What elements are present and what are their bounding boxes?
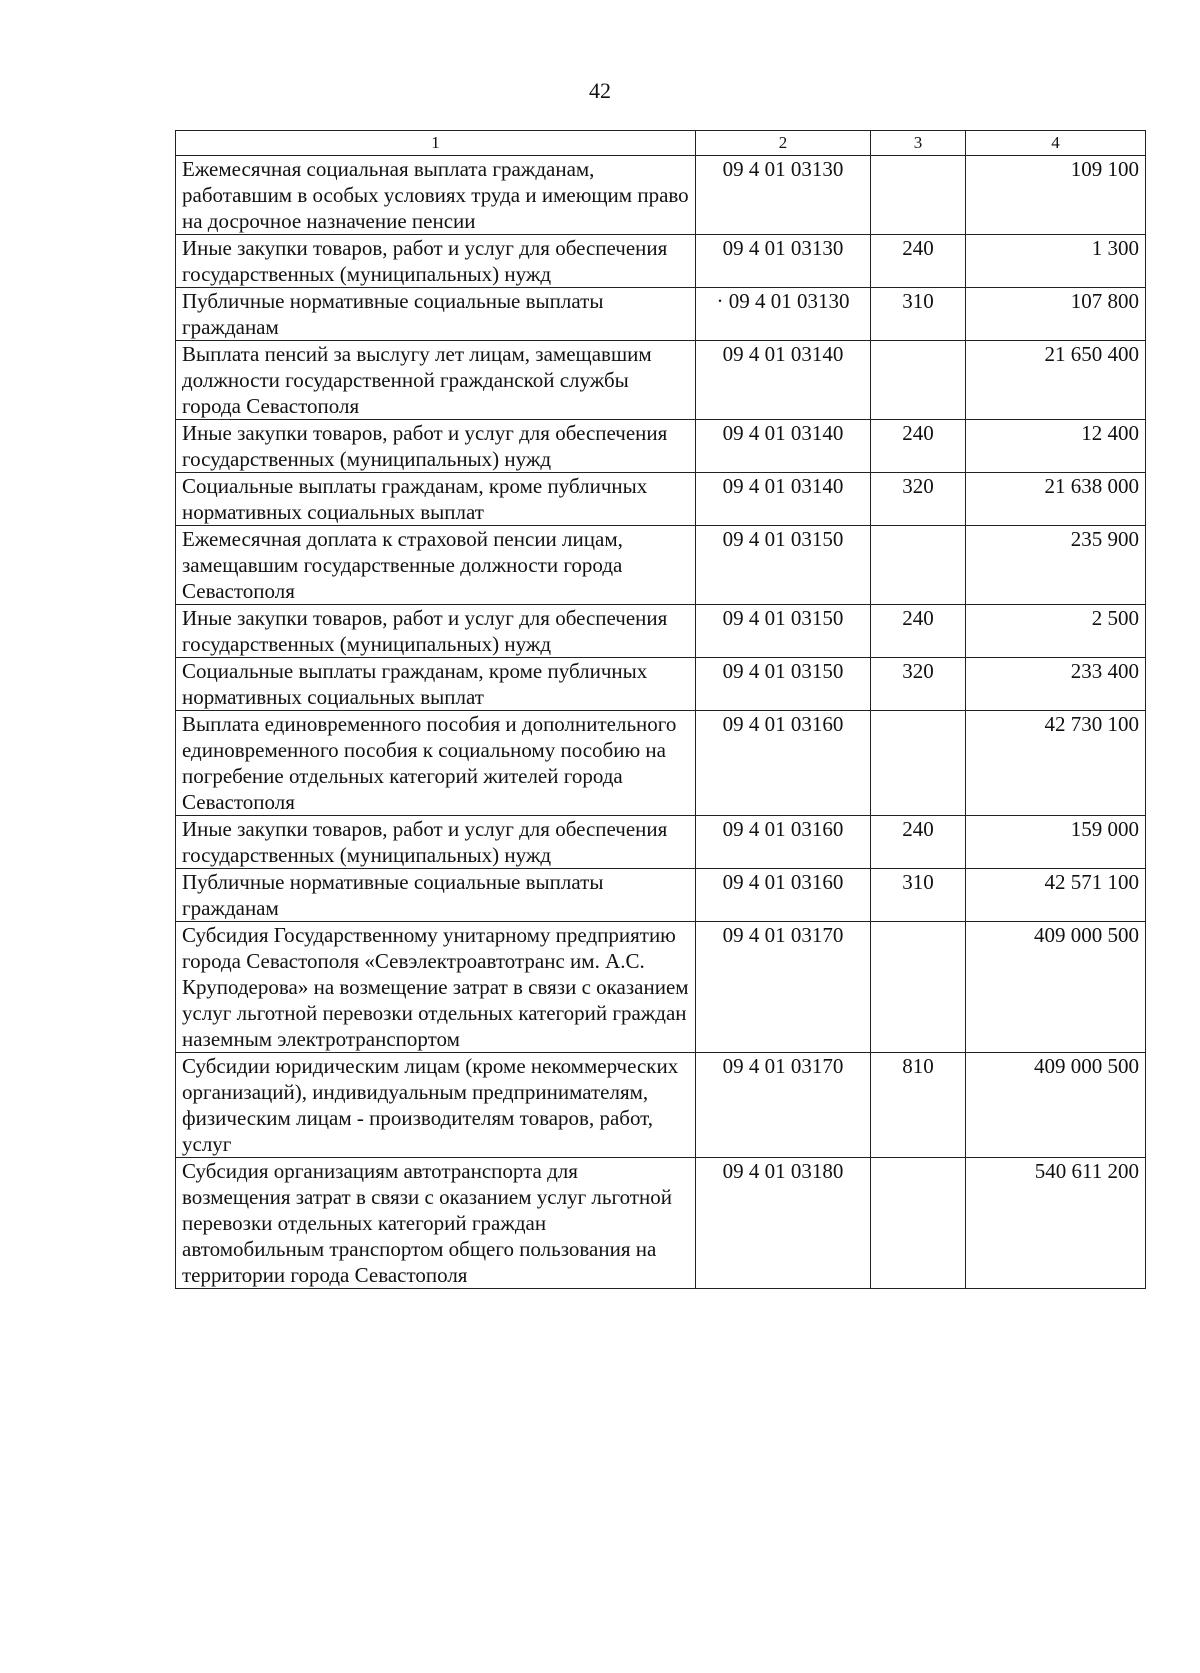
page-number: 42 bbox=[589, 78, 611, 103]
row-code-cell: 09 4 01 03160 bbox=[696, 711, 871, 816]
row-name-cell: Ежемесячная доплата к страховой пенсии лицам, замещавшим государственные должности города Севастополя bbox=[176, 526, 696, 605]
table-row bbox=[176, 473, 1146, 526]
table-header bbox=[176, 131, 1146, 156]
row-code-cell: 09 4 01 03150 bbox=[696, 526, 871, 605]
row-type-cell: 240 bbox=[871, 420, 966, 473]
row-type-cell: 240 bbox=[871, 235, 966, 288]
row-type-cell: 810 bbox=[871, 1053, 966, 1158]
row-name-cell: Выплата пенсий за выслугу лет лицам, замещавшим должности государственной гражданской службы города Севастополя bbox=[176, 341, 696, 420]
row-name-cell: Иные закупки товаров, работ и услуг для обеспечения государственных (муниципальных) нужд bbox=[176, 605, 696, 658]
table-row bbox=[176, 605, 1146, 658]
row-amount-cell: 21 638 000 bbox=[966, 473, 1146, 526]
table-row bbox=[176, 711, 1146, 816]
row-amount-cell: 1 300 bbox=[966, 235, 1146, 288]
row-name-cell: Иные закупки товаров, работ и услуг для обеспечения государственных (муниципальных) нужд bbox=[176, 235, 696, 288]
table-row bbox=[176, 922, 1146, 1053]
row-name-cell: Субсидия Государственному унитарному предприятию города Севастополя «Севэлектроавтотранс им. А.С. Круподерова» на возмещение затрат в связи с оказанием услуг льготной перевозки отдельных категорий граждан наземным электротранспортом bbox=[176, 922, 696, 1053]
row-type-cell bbox=[871, 341, 966, 420]
row-code-cell: · 09 4 01 03130 bbox=[696, 288, 871, 341]
row-type-cell bbox=[871, 156, 966, 235]
row-name-cell: Субсидия организациям автотранспорта для возмещения затрат в связи с оказанием услуг льготной перевозки отдельных категорий граждан автомобильным транспортом общего пользования на территории города Севастополя bbox=[176, 1158, 696, 1289]
row-code-cell: 09 4 01 03170 bbox=[696, 1053, 871, 1158]
row-amount-cell: 233 400 bbox=[966, 658, 1146, 711]
table-row bbox=[176, 1053, 1146, 1158]
header-row bbox=[176, 131, 1146, 156]
row-name-cell: Социальные выплаты гражданам, кроме публичных нормативных социальных выплат bbox=[176, 658, 696, 711]
row-amount-cell: 2 500 bbox=[966, 605, 1146, 658]
row-code-cell: 09 4 01 03170 bbox=[696, 922, 871, 1053]
row-amount-cell: 235 900 bbox=[966, 526, 1146, 605]
row-type-cell: 320 bbox=[871, 658, 966, 711]
row-name-cell: Субсидии юридическим лицам (кроме некоммерческих организаций), индивидуальным предпринимателям, физическим лицам - производителям товаров, работ, услуг bbox=[176, 1053, 696, 1158]
row-amount-cell: 409 000 500 bbox=[966, 1053, 1146, 1158]
row-type-cell: 310 bbox=[871, 869, 966, 922]
row-name-cell: Публичные нормативные социальные выплаты гражданам bbox=[176, 869, 696, 922]
row-code-cell: 09 4 01 03140 bbox=[696, 341, 871, 420]
row-amount-cell: 21 650 400 bbox=[966, 341, 1146, 420]
row-name-cell: Иные закупки товаров, работ и услуг для обеспечения государственных (муниципальных) нужд bbox=[176, 420, 696, 473]
row-code-cell: 09 4 01 03140 bbox=[696, 473, 871, 526]
table-row bbox=[176, 816, 1146, 869]
table-body bbox=[176, 156, 1146, 1289]
row-amount-cell: 409 000 500 bbox=[966, 922, 1146, 1053]
budget-table bbox=[175, 130, 1146, 1289]
table-row bbox=[176, 658, 1146, 711]
row-type-cell: 310 bbox=[871, 288, 966, 341]
row-code-cell: 09 4 01 03130 bbox=[696, 235, 871, 288]
column-header-3: 3 bbox=[871, 131, 966, 156]
table-row bbox=[176, 1158, 1146, 1289]
row-type-cell: 240 bbox=[871, 605, 966, 658]
table-row bbox=[176, 420, 1146, 473]
row-amount-cell: 109 100 bbox=[966, 156, 1146, 235]
table-row bbox=[176, 341, 1146, 420]
row-amount-cell: 540 611 200 bbox=[966, 1158, 1146, 1289]
row-amount-cell: 159 000 bbox=[966, 816, 1146, 869]
row-type-cell: 240 bbox=[871, 816, 966, 869]
row-name-cell: Ежемесячная социальная выплата гражданам, работавшим в особых условиях труда и имеющим право на досрочное назначение пенсии bbox=[176, 156, 696, 235]
row-amount-cell: 42 730 100 bbox=[966, 711, 1146, 816]
column-header-2: 2 bbox=[696, 131, 871, 156]
row-code-cell: 09 4 01 03180 bbox=[696, 1158, 871, 1289]
column-header-1: 1 bbox=[176, 131, 696, 156]
table-row bbox=[176, 235, 1146, 288]
column-header-4: 4 bbox=[966, 131, 1146, 156]
row-code-cell: 09 4 01 03160 bbox=[696, 869, 871, 922]
table-row bbox=[176, 526, 1146, 605]
row-code-cell: 09 4 01 03130 bbox=[696, 156, 871, 235]
row-name-cell: Социальные выплаты гражданам, кроме публичных нормативных социальных выплат bbox=[176, 473, 696, 526]
row-amount-cell: 12 400 bbox=[966, 420, 1146, 473]
row-amount-cell: 42 571 100 bbox=[966, 869, 1146, 922]
table-row bbox=[176, 156, 1146, 235]
row-type-cell: 320 bbox=[871, 473, 966, 526]
row-amount-cell: 107 800 bbox=[966, 288, 1146, 341]
row-type-cell bbox=[871, 922, 966, 1053]
row-name-cell: Публичные нормативные социальные выплаты гражданам bbox=[176, 288, 696, 341]
row-name-cell: Выплата единовременного пособия и дополнительного единовременного пособия к социальному пособию на погребение отдельных категорий жителей города Севастополя bbox=[176, 711, 696, 816]
row-code-cell: 09 4 01 03160 bbox=[696, 816, 871, 869]
row-type-cell bbox=[871, 1158, 966, 1289]
table-row bbox=[176, 869, 1146, 922]
row-code-cell: 09 4 01 03150 bbox=[696, 605, 871, 658]
row-name-cell: Иные закупки товаров, работ и услуг для обеспечения государственных (муниципальных) нужд bbox=[176, 816, 696, 869]
row-code-cell: 09 4 01 03140 bbox=[696, 420, 871, 473]
row-type-cell bbox=[871, 526, 966, 605]
row-code-cell: 09 4 01 03150 bbox=[696, 658, 871, 711]
row-type-cell bbox=[871, 711, 966, 816]
table-row bbox=[176, 288, 1146, 341]
